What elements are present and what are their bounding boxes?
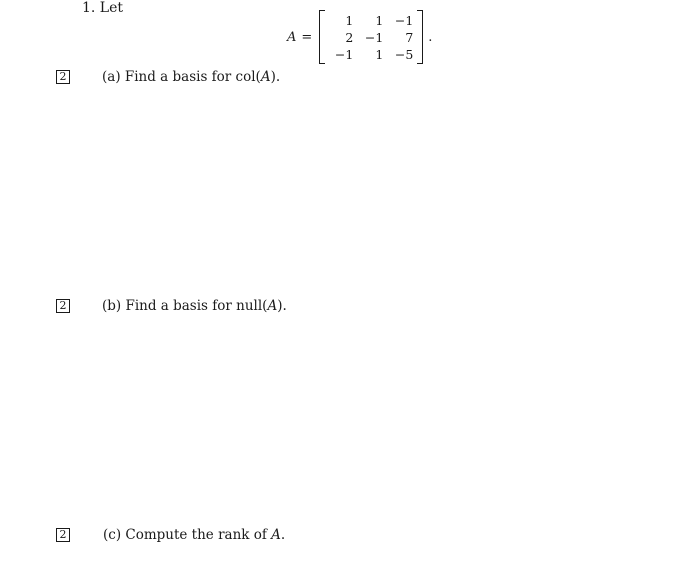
part-text-prefix: (c) Compute the rank of (103, 527, 272, 543)
part-text-prefix: (a) Find a basis for col( (102, 69, 261, 85)
matrix-cell-r2c1: 2 (345, 30, 354, 45)
part-a (56, 67, 280, 87)
part-text-variable: A (267, 298, 278, 314)
matrix-cell-r1c3: −1 (394, 13, 414, 28)
matrix-cell-r1c1: 1 (345, 13, 354, 28)
points-box: 2 (56, 299, 70, 313)
part-c-text (103, 527, 285, 543)
part-text-variable: A (260, 69, 271, 85)
part-text-suffix: ). (270, 69, 281, 85)
matrix-cell-r3c2: 1 (375, 47, 384, 62)
matrix-cell-r3c3: −5 (394, 47, 414, 62)
part-b (56, 296, 287, 316)
points-box: 2 (56, 528, 70, 542)
matrix-cell-r2c2: −1 (364, 30, 384, 45)
matrix-lhs (287, 30, 312, 45)
matrix (319, 10, 423, 64)
matrix-variable: A (287, 29, 297, 45)
matrix-entries (329, 10, 413, 63)
part-text-prefix: (b) Find a basis for null( (102, 298, 268, 314)
points-box: 2 (56, 70, 70, 84)
matrix-trailing-period: . (428, 29, 433, 45)
left-bracket (319, 10, 325, 64)
matrix-cell-r3c1: −1 (334, 47, 354, 62)
part-a-text (102, 69, 280, 85)
matrix-definition (287, 10, 432, 64)
part-c (56, 525, 285, 545)
part-b-text (102, 298, 287, 314)
part-text-suffix: . (280, 527, 286, 543)
right-bracket (417, 10, 423, 64)
matrix-cell-r1c2: 1 (375, 13, 384, 28)
part-text-suffix: ). (277, 298, 287, 314)
matrix-cell-r2c3: 7 (405, 30, 414, 45)
problem-number-label: 1. Let (82, 0, 124, 16)
equals-sign: = (301, 29, 313, 45)
part-text-variable: A (271, 527, 281, 543)
